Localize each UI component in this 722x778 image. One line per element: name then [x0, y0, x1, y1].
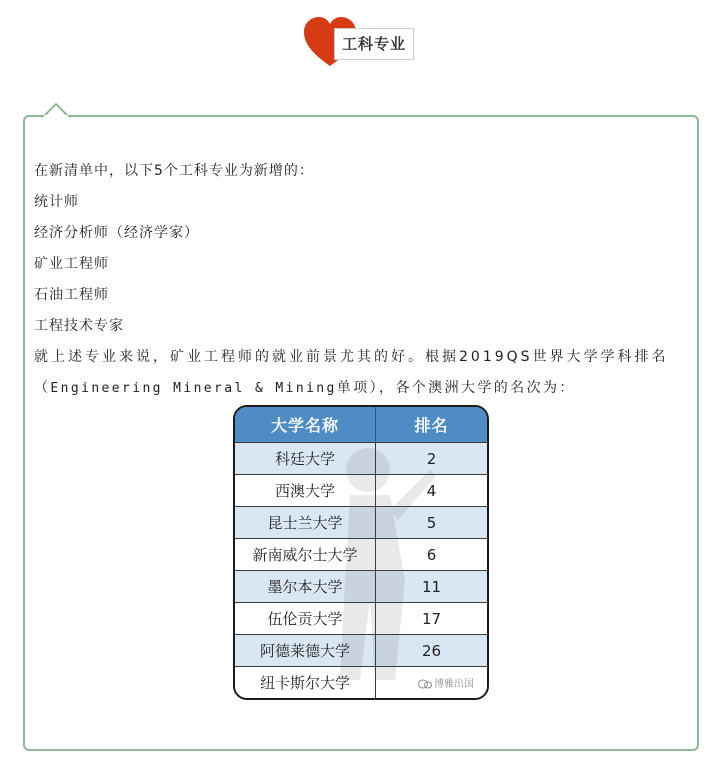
university-cell: 西澳大学 [235, 475, 376, 507]
table-row [235, 507, 487, 539]
rank-cell: 5 [376, 507, 488, 539]
ranking-intro-text: 就上述专业来说，矿业工程师的就业前景尤其的好。根据2019QS世界大学学科排名 [34, 349, 669, 365]
table-row [235, 635, 487, 667]
table-row [235, 443, 487, 475]
watermark-text: 博雅出国 [434, 679, 474, 690]
ranking-table [233, 405, 489, 700]
university-cell: 新南威尔士大学 [235, 539, 376, 571]
university-cell: 纽卡斯尔大学 [235, 667, 376, 698]
rank-cell: 11 [376, 571, 488, 603]
header-university: 大学名称 [235, 407, 376, 443]
ranking-intro-text-cont [34, 377, 576, 397]
table-row [235, 475, 487, 507]
job-item-mining-engineer: 矿业工程师 [34, 256, 109, 272]
subject-name: Engineering Mineral & Mining [50, 381, 337, 396]
ranking-intro-suffix: 单项），各个澳洲大学的名次为： [336, 380, 576, 396]
job-item-engineering-specialist: 工程技术专家 [34, 318, 124, 334]
table-row [235, 571, 487, 603]
rank-cell: 6 [376, 539, 488, 571]
intro-text: 在新清单中，以下5个工科专业为新增的： [34, 163, 314, 179]
rank-cell: 4 [376, 475, 488, 507]
watermark [418, 675, 474, 690]
rank-cell: 17 [376, 603, 488, 635]
job-item-statistician: 统计师 [34, 194, 79, 210]
header-rank: 排名 [376, 407, 488, 443]
section-title-tag: 工科专业 [334, 28, 414, 60]
rank-cell: 26 [376, 635, 488, 667]
university-cell: 科廷大学 [235, 443, 376, 475]
wechat-icon [418, 679, 432, 689]
table-row [235, 603, 487, 635]
university-cell: 伍伦贡大学 [235, 603, 376, 635]
paren-open: （ [34, 380, 51, 396]
table-row [235, 539, 487, 571]
university-cell: 昆士兰大学 [235, 507, 376, 539]
university-cell: 阿德莱德大学 [235, 635, 376, 667]
rank-cell: 2 [376, 443, 488, 475]
job-item-economist: 经济分析师（经济学家） [34, 225, 199, 241]
university-cell: 墨尔本大学 [235, 571, 376, 603]
job-item-petroleum-engineer: 石油工程师 [34, 287, 109, 303]
section-header [0, 0, 722, 80]
box-notch [44, 103, 68, 117]
